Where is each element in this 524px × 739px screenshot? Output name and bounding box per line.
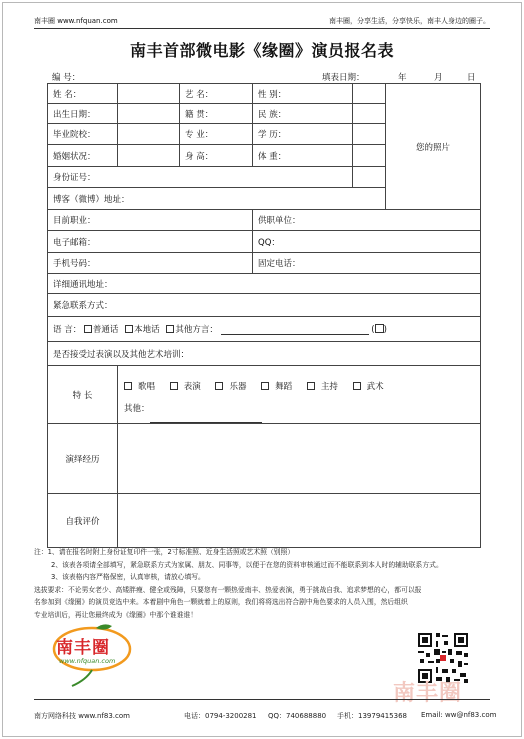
- other-specialty-blank[interactable]: [150, 422, 262, 423]
- note-3: 3、该表格内容严格保密，认真审核，请放心填写。: [51, 573, 205, 581]
- checkbox-host[interactable]: 主持: [307, 382, 344, 392]
- experience-field[interactable]: [118, 424, 481, 494]
- mobile-field[interactable]: 手机号码：: [48, 253, 253, 274]
- email-field[interactable]: 电子邮箱：: [48, 231, 253, 253]
- address-field[interactable]: 详细通讯地址：: [48, 274, 481, 294]
- note-2: 2、该表各项请全部填写，紧急联系方式为家属、朋友、同事等，以便于在您的资料审核通过而不能联系到本人时的辅助联系方式。: [51, 560, 443, 569]
- watermark-text: 南丰圈: [393, 681, 463, 706]
- page-header: [34, 16, 490, 28]
- footer-company: 南方网络科技 www.nf83.com: [34, 712, 130, 720]
- footer-divider: [34, 699, 490, 700]
- footer-tel: 电话：0794-3200281: [184, 712, 257, 720]
- other-specialty-label: 其他：: [124, 404, 150, 414]
- specialty-label: 特 长: [48, 366, 118, 424]
- photo-box[interactable]: 您的照片: [386, 84, 481, 210]
- dialect-blank[interactable]: [221, 334, 369, 335]
- note-requirement-2: 名参加到《缘圈》的演员竞选中来。本着剧中角色一颗就着上的原则，我们将将选出符合剧中角色要求的人员入围，然后组织: [34, 598, 408, 606]
- id-number-field[interactable]: 身份证号：: [48, 167, 353, 188]
- qq-field[interactable]: QQ：: [253, 231, 481, 253]
- note-1: 注：1、请在报名时附上身份证复印件一张，2寸标准照、近身生活照或艺术照（别照）: [34, 548, 295, 556]
- height-field[interactable]: 身 高：: [180, 145, 253, 167]
- checkbox-other-dialect[interactable]: 其他方言：: [166, 325, 218, 335]
- header-slogan: 南丰圈，分享生活，分享快乐，南丰人身边的圈子。: [329, 17, 490, 25]
- note-requirement-3: 专业培训后，再让您最终成为《缘圈》中那个谁谁谁！: [34, 610, 198, 619]
- header-divider: [34, 28, 490, 29]
- date-day: 日: [467, 73, 476, 83]
- checkbox-local[interactable]: 本地话: [125, 325, 160, 335]
- date-month: 月: [434, 73, 443, 83]
- marital-status-field[interactable]: 婚姻状况：: [48, 145, 118, 167]
- footer-mobile: 手机：13979415368: [337, 712, 407, 720]
- footer-email: Email: ww@nf83.com: [421, 711, 497, 719]
- date-label: 填表日期：: [322, 73, 365, 83]
- nanfeng-logo: [52, 623, 132, 693]
- checkbox-mandarin[interactable]: 普通话: [84, 325, 119, 335]
- employer-field[interactable]: 供职单位：: [253, 210, 481, 231]
- date-year: 年: [398, 73, 407, 83]
- name-field[interactable]: 姓 名：: [48, 84, 118, 104]
- checkbox-instrument[interactable]: 乐器: [215, 382, 252, 392]
- checkbox-acting[interactable]: 表演: [170, 382, 207, 392]
- birth-date-field[interactable]: 出生日期：: [48, 104, 118, 124]
- logo-url: www.nfquan.com: [59, 657, 116, 665]
- number-label: 编 号：: [52, 73, 81, 83]
- language-label: 语 言：: [53, 325, 82, 335]
- education-field[interactable]: 学 历：: [253, 124, 353, 145]
- checkbox-dance[interactable]: 舞蹈: [261, 382, 298, 392]
- header-site: 南丰圈 www.nfquan.com: [34, 17, 118, 25]
- self-evaluation-field[interactable]: [118, 494, 481, 548]
- language-row: [48, 317, 481, 342]
- checkbox-martial-arts[interactable]: 武术: [353, 382, 390, 392]
- notes-section: [34, 546, 482, 621]
- checkbox-singing[interactable]: 歌唱: [124, 382, 161, 392]
- stage-name-field[interactable]: 艺 名：: [180, 84, 253, 104]
- school-field[interactable]: 毕业院校：: [48, 124, 118, 145]
- note-requirement-1: 选拔要求：不论男女老少、高矮胖瘦、健全或残障，只要您有一颗热爱南丰、热爱表演，勇于挑战自我、追求梦想的心，都可以报: [34, 585, 422, 594]
- training-field[interactable]: 是否接受过表演以及其他艺术培训：: [48, 342, 481, 366]
- emergency-contact-field[interactable]: 紧急联系方式：: [48, 294, 481, 317]
- self-evaluation-label: 自我评价: [48, 494, 118, 548]
- blog-address-field[interactable]: 博客（微博）地址：: [48, 188, 386, 210]
- specialty-options: [118, 366, 481, 424]
- experience-label: 演绎经历: [48, 424, 118, 494]
- logo-text: 南丰圈: [56, 638, 110, 658]
- ethnicity-field[interactable]: 民 族：: [253, 104, 353, 124]
- occupation-field[interactable]: 目前职业：: [48, 210, 253, 231]
- gender-field[interactable]: 性 别：: [253, 84, 353, 104]
- registration-form-table: [47, 83, 481, 548]
- origin-field[interactable]: 籍 贯：: [180, 104, 253, 124]
- phone-field[interactable]: 固定电话：: [253, 253, 481, 274]
- weight-field[interactable]: 体 重：: [253, 145, 353, 167]
- dialect-box: ( ): [371, 325, 387, 335]
- form-title: 南丰首部微电影《缘圈》演员报名表: [129, 41, 394, 60]
- footer-qq: QQ：740688880: [268, 712, 327, 720]
- major-field[interactable]: 专 业：: [180, 124, 253, 145]
